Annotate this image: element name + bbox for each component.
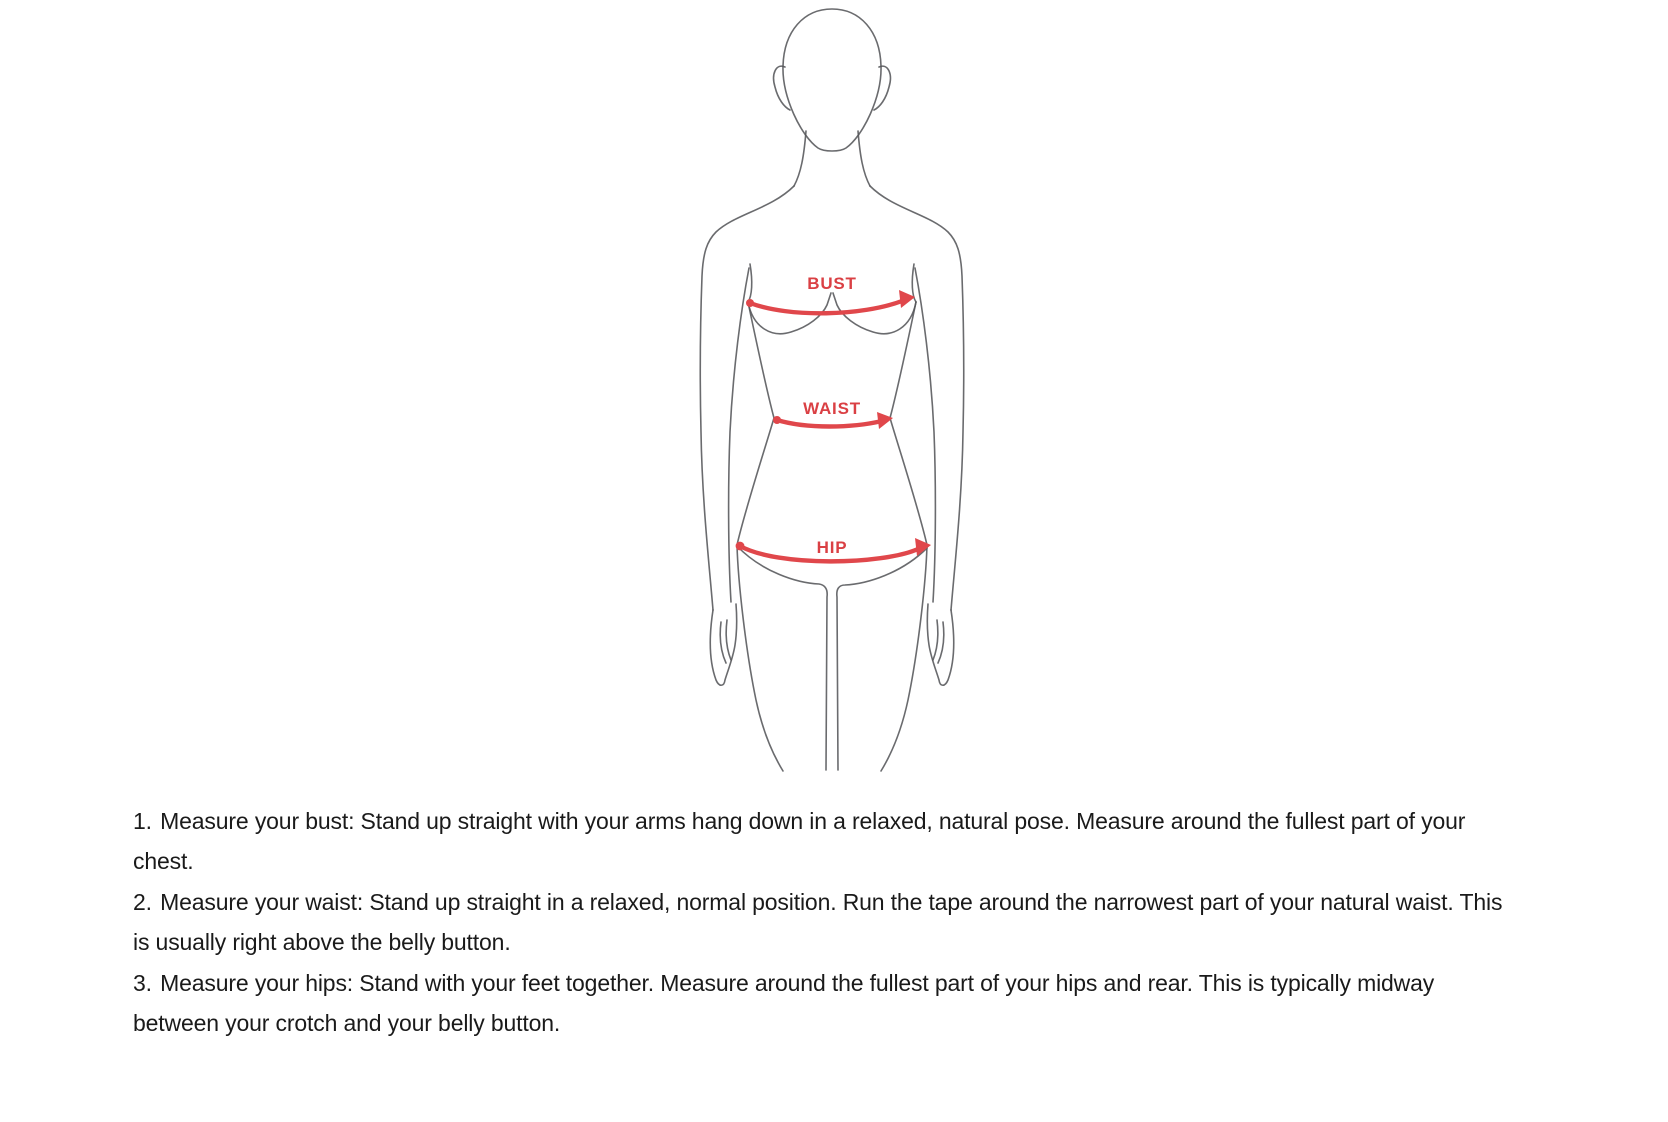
figure-head <box>783 9 881 151</box>
figure-right-pelvis <box>837 548 927 770</box>
waist-label: WAIST <box>803 399 861 418</box>
instruction-text: Measure your bust: Stand up straight with your arms hang down in a relaxed, natural pose. Measure around the fullest part of your chest. <box>133 808 1466 875</box>
waist-measure-line <box>777 420 882 427</box>
instruction-text: Measure your hips: Stand with your feet together. Measure around the fullest part of your hips and rear. This is typically midway between your crotch and your belly button. <box>133 969 1435 1037</box>
figure-left-shoulder-arm <box>700 186 794 610</box>
instruction-number: 1. <box>133 808 152 834</box>
figure-left-hand <box>710 604 736 685</box>
instruction-item-waist <box>133 882 1505 963</box>
hip-label: HIP <box>816 538 848 557</box>
figure-left-thumb <box>720 620 731 663</box>
figure-left-torso-side <box>737 302 774 545</box>
figure-left-ear <box>774 66 790 110</box>
instruction-number: 3. <box>133 969 152 996</box>
figure-right-thumb <box>933 620 944 663</box>
figure-right-torso-side <box>890 302 927 545</box>
bust-label: BUST <box>807 274 857 293</box>
hip-arrow-icon <box>915 538 931 556</box>
instruction-number: 2. <box>133 888 152 915</box>
instruction-item-bust <box>133 801 1505 882</box>
figure-right-outer-leg <box>881 545 927 771</box>
figure-right-ear <box>874 66 890 110</box>
instruction-item-hips <box>133 963 1505 1044</box>
figure-left-outer-leg <box>737 545 783 771</box>
figure-left-inner-arm <box>729 268 749 602</box>
instruction-text: Measure your waist: Stand up straight in a relaxed, normal position. Run the tape around the narrowest part of your natural waist. This is usually right above the belly button. <box>133 888 1503 956</box>
figure-right-hand <box>927 604 953 685</box>
measuring-instructions <box>133 801 1505 1043</box>
figure-neck-right <box>858 131 870 186</box>
figure-neck-left <box>794 131 806 186</box>
figure-left-pelvis <box>737 546 827 770</box>
